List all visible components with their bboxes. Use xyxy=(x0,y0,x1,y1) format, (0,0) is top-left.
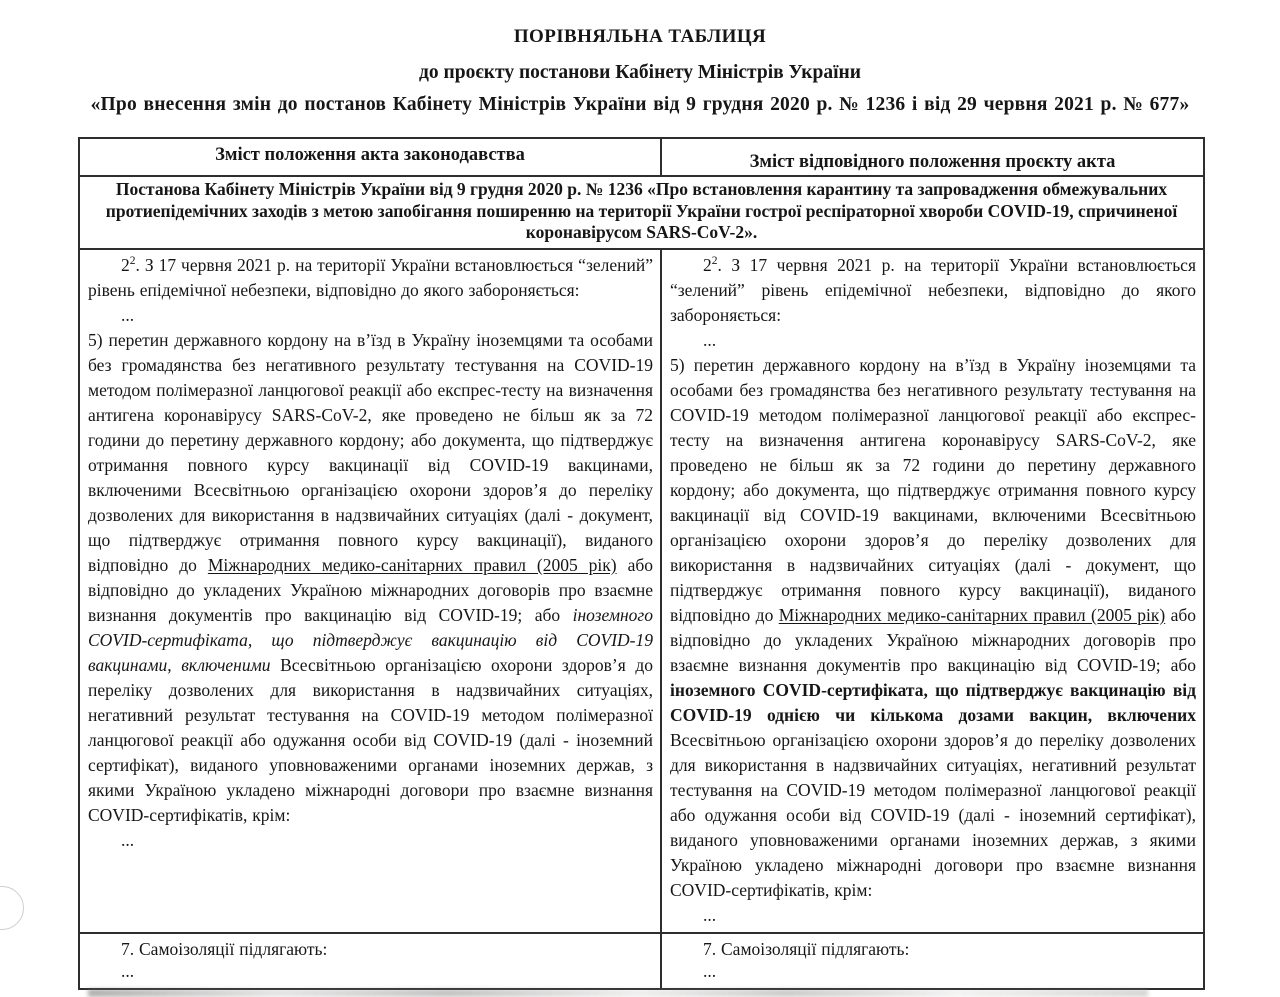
title-line-3: «Про внесення змін до постанов Кабінету Міністрів України від 9 грудня 2020 р. № 1236 і від 29 червня 2021 р. № 677» xyxy=(90,94,1190,115)
paragraph: $2^2$. З 17 червня 2021 р. на території України встановлюється “зелений” рівень епідемічної небезпеки, відповідно до якого забороняється: xyxy=(88,254,653,300)
column-header-draft-provision: Зміст відповідного положення проєкту акта xyxy=(661,138,1204,176)
table-header-row xyxy=(79,138,1204,176)
column-header-act-provision: Зміст положення акта законодавства xyxy=(79,138,661,176)
paragraph: $2^2$. З 17 червня 2021 р. на території України встановлюється “зелений” рівень епідемічної небезпеки, відповідно до якого забороняється: xyxy=(670,254,1196,325)
document-title xyxy=(0,0,1280,116)
section-title-row xyxy=(79,176,1204,249)
title-line-2: до проєкту постанови Кабінету Міністрів України xyxy=(419,62,861,83)
paragraph: 7. Самоізоляції підлягають: xyxy=(703,938,910,959)
main-content-row xyxy=(79,249,1204,933)
paragraph: ... xyxy=(121,960,135,981)
paragraph: 7. Самоізоляції підлягають: xyxy=(121,938,328,959)
comparison-table xyxy=(78,137,1205,990)
cell-act-provision xyxy=(79,249,661,933)
paragraph: ... xyxy=(703,329,717,350)
paragraph: ... xyxy=(703,904,717,925)
cell-selfisolation-act xyxy=(79,933,661,989)
scan-smudge-artifact xyxy=(88,989,1148,997)
section-title: Постанова Кабінету Міністрів України від 9 грудня 2020 р. № 1236 «Про встановлення карантину та запровадження обмежувальних протиепідемічних заходів з метою запобігання поширенню на території України гострої респіраторної хвороби COVID-19, спричиненої коронавірусом SARS-CoV-2». xyxy=(79,176,1204,249)
cell-draft-provision xyxy=(661,249,1204,933)
paragraph: ... xyxy=(121,829,135,850)
selfisolation-row xyxy=(79,933,1204,989)
paragraph: ... xyxy=(121,304,135,325)
page-curl-artifact xyxy=(0,886,24,930)
paragraph: ... xyxy=(703,960,717,981)
cell-selfisolation-draft xyxy=(661,933,1204,989)
title-line-1: ПОРІВНЯЛЬНА ТАБЛИЦЯ xyxy=(513,26,767,47)
paragraph: 5) перетин державного кордону на в’їзд в Україну іноземцями та особами без громадянства без негативного результату тестування на COVID-19 методом полімеразної ланцюгової реакції або експрес-тесту на визначення антигена коронавірусу SARS-CoV-2, яке проведено не більш як за 72 години до перетину державного кордону; або документа, що підтверджує отримання повного курсу вакцинації від COVID-19 вакцинами, включеними Всесвітньою організацією охорони здоров’я до переліку дозволених для використання в надзвичайних ситуаціях (далі - документ, що підтверджує отримання повного курсу вакцинації), виданого відповідно до Міжнародних медико-санітарних правил (2005 рік) або відповідно до укладених Україною міжнародних договорів про взаємне визнання документів про вакцинацію від COVID-19; або іноземного COVID-сертифіката, що підтверджує вакцинацію від COVID-19 вакцинами, включеними Всесвітньою організацією охорони здоров’я до переліку дозволених для використання в надзвичайних ситуаціях, негативний результат тестування на COVID-19 методом полімеразної ланцюгової реакції або одужання особи від COVID-19 (далі - іноземний сертифікат), виданого уповноваженими органами іноземних держав, з якими Україною укладено міжнародні договори про взаємне визнання COVID-сертифікатів, крім: xyxy=(88,329,653,825)
paragraph: 5) перетин державного кордону на в’їзд в Україну іноземцями та особами без громадянства без негативного результату тестування на COVID-19 методом полімеразної ланцюгової реакції або експрес-тесту на визначення антигена коронавірусу SARS-CoV-2, яке проведено не більш як за 72 години до перетину державного кордону; або документа, що підтверджує отримання повного курсу вакцинації від COVID-19 вакцинами, включеними Всесвітньою організацією охорони здоров’я до переліку дозволених для використання в надзвичайних ситуаціях (далі - документ, що підтверджує отримання повного курсу вакцинації), виданого відповідно до Міжнародних медико-санітарних правил (2005 рік) або відповідно до укладених Україною міжнародних договорів про взаємне визнання документів про вакцинацію від COVID-19; або іноземного COVID-сертифіката, що підтверджує вакцинацію від COVID-19 однією чи кількома дозами вакцин, включених Всесвітньою організацією охорони здоров’я до переліку дозволених для використання в надзвичайних ситуаціях, негативний результат тестування на COVID-19 методом полімеразної ланцюгової реакції або одужання особи від COVID-19 (далі - іноземний сертифікат), виданого уповноваженими органами іноземних держав, з якими Україною укладено міжнародні договори про взаємне визнання COVID-сертифікатів, крім: xyxy=(670,354,1197,900)
comparison-table-wrapper xyxy=(78,137,1203,990)
